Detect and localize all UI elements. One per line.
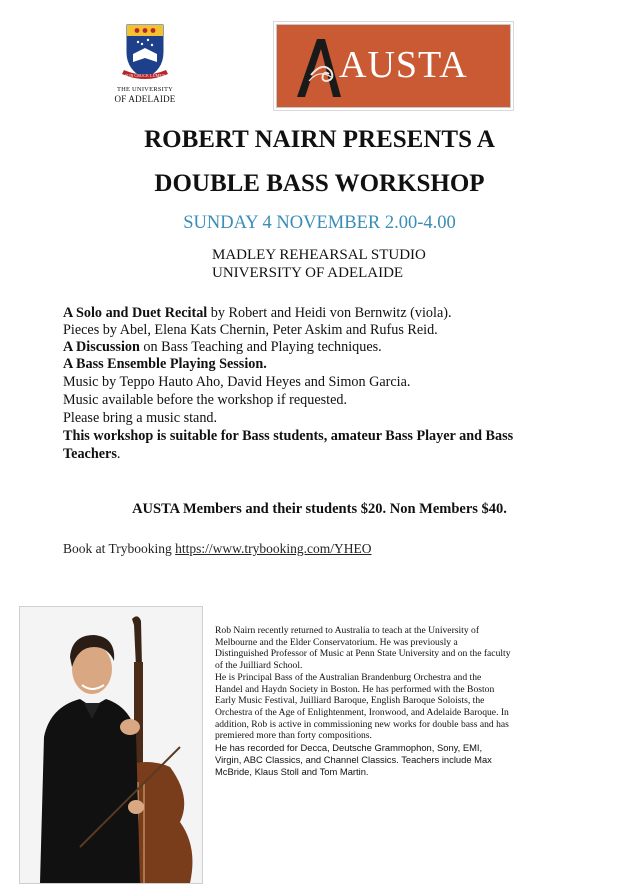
bio-line: addition, Rob is active in commissioning new works for double bass and has <box>215 718 509 730</box>
robert-nairn-photo <box>19 606 203 884</box>
bio-line: Early Music Festival, Juilliard Baroque, English Baroque Soloists, the <box>215 695 485 707</box>
suitable-line1: This workshop is suitable for Bass students, amateur Bass Player and Bass <box>63 428 514 444</box>
discussion-heading: A Discussion <box>63 339 140 355</box>
university-name-line1: THE UNIVERSITY <box>116 86 174 93</box>
bio-line: Orchestra of the Age of Enlightenment, Ironwood, and Adelaide Baroque. In <box>215 706 509 718</box>
crest-motto: SUB CRUCE LUMEN <box>124 73 166 78</box>
event-date: SUNDAY 4 NOVEMBER 2.00-4.00 <box>183 213 456 233</box>
university-of-adelaide-logo <box>108 22 182 108</box>
recital-line <box>63 305 452 322</box>
bio-line: Rob Nairn recently returned to Australia to teach at the University of <box>215 625 480 636</box>
venue-line2: UNIVERSITY OF ADELAIDE <box>212 265 404 281</box>
portrait-with-double-bass-image <box>20 607 202 883</box>
trybooking-link[interactable]: https://www.trybooking.com/YHEO <box>175 541 372 556</box>
bio-recordings-line: McBride, Klaus Stoll and Tom Martin. <box>215 766 369 777</box>
austa-wordmark: AUSTA <box>339 44 468 86</box>
bio-line: He is Principal Bass of the Australian Brandenburg Orchestra and the <box>215 671 482 683</box>
suitable-teachers: Teachers <box>63 446 117 462</box>
ensemble-heading: A Bass Ensemble Playing Session. <box>63 356 267 372</box>
university-name-line2: OF ADELAIDE <box>114 94 176 104</box>
bio-line: Distinguished Professor of Music at Penn State University and on the faculty <box>215 648 511 660</box>
booking-prefix: Book at Trybooking <box>63 541 176 556</box>
discussion-line <box>63 339 382 356</box>
suitable-period: . <box>116 446 121 462</box>
discussion-text: on Bass Teaching and Playing techniques. <box>139 339 382 355</box>
austa-logo <box>276 24 511 108</box>
music-by-line: Music by Teppo Hauto Aho, David Heyes and Simon Garcia. <box>63 374 411 390</box>
scroll-a-icon <box>287 25 347 107</box>
music-available-line: Music available before the workshop if requested. <box>63 392 348 408</box>
venue-line1: MADLEY REHEARSAL STUDIO <box>212 247 426 263</box>
bio-line: premiered more than forty compositions. <box>215 730 372 742</box>
bio-recordings-line: Virgin, ABC Classics, and Channel Classics. Teachers include Max <box>215 754 492 765</box>
price-info: AUSTA Members and their students $20. Non Members $40. <box>132 501 507 517</box>
booking-line <box>63 541 372 557</box>
bio-recordings-line: He has recorded for Decca, Deutsche Grammophon, Sony, EMI, <box>215 742 483 753</box>
recital-text: by Robert and Heidi von Bernwitz (viola). <box>207 305 452 321</box>
title-line2: DOUBLE BASS WORKSHOP <box>154 170 485 197</box>
bio-line: Melbourne and the Elder Conservatorium. He was previously a <box>215 636 458 648</box>
recital-heading: A Solo and Duet Recital <box>63 305 208 321</box>
pieces-line: Pieces by Abel, Elena Kats Chernin, Peter Askim and Rufus Reid. <box>63 322 438 338</box>
music-stand-line: Please bring a music stand. <box>63 410 218 426</box>
title-line1: ROBERT NAIRN PRESENTS A <box>144 126 495 153</box>
suitable-line2 <box>63 446 120 463</box>
bio-line: of the Juilliard School. <box>215 660 303 672</box>
bio-line: Handel and Haydn Society in Boston. He has performed with the Boston <box>215 683 495 695</box>
